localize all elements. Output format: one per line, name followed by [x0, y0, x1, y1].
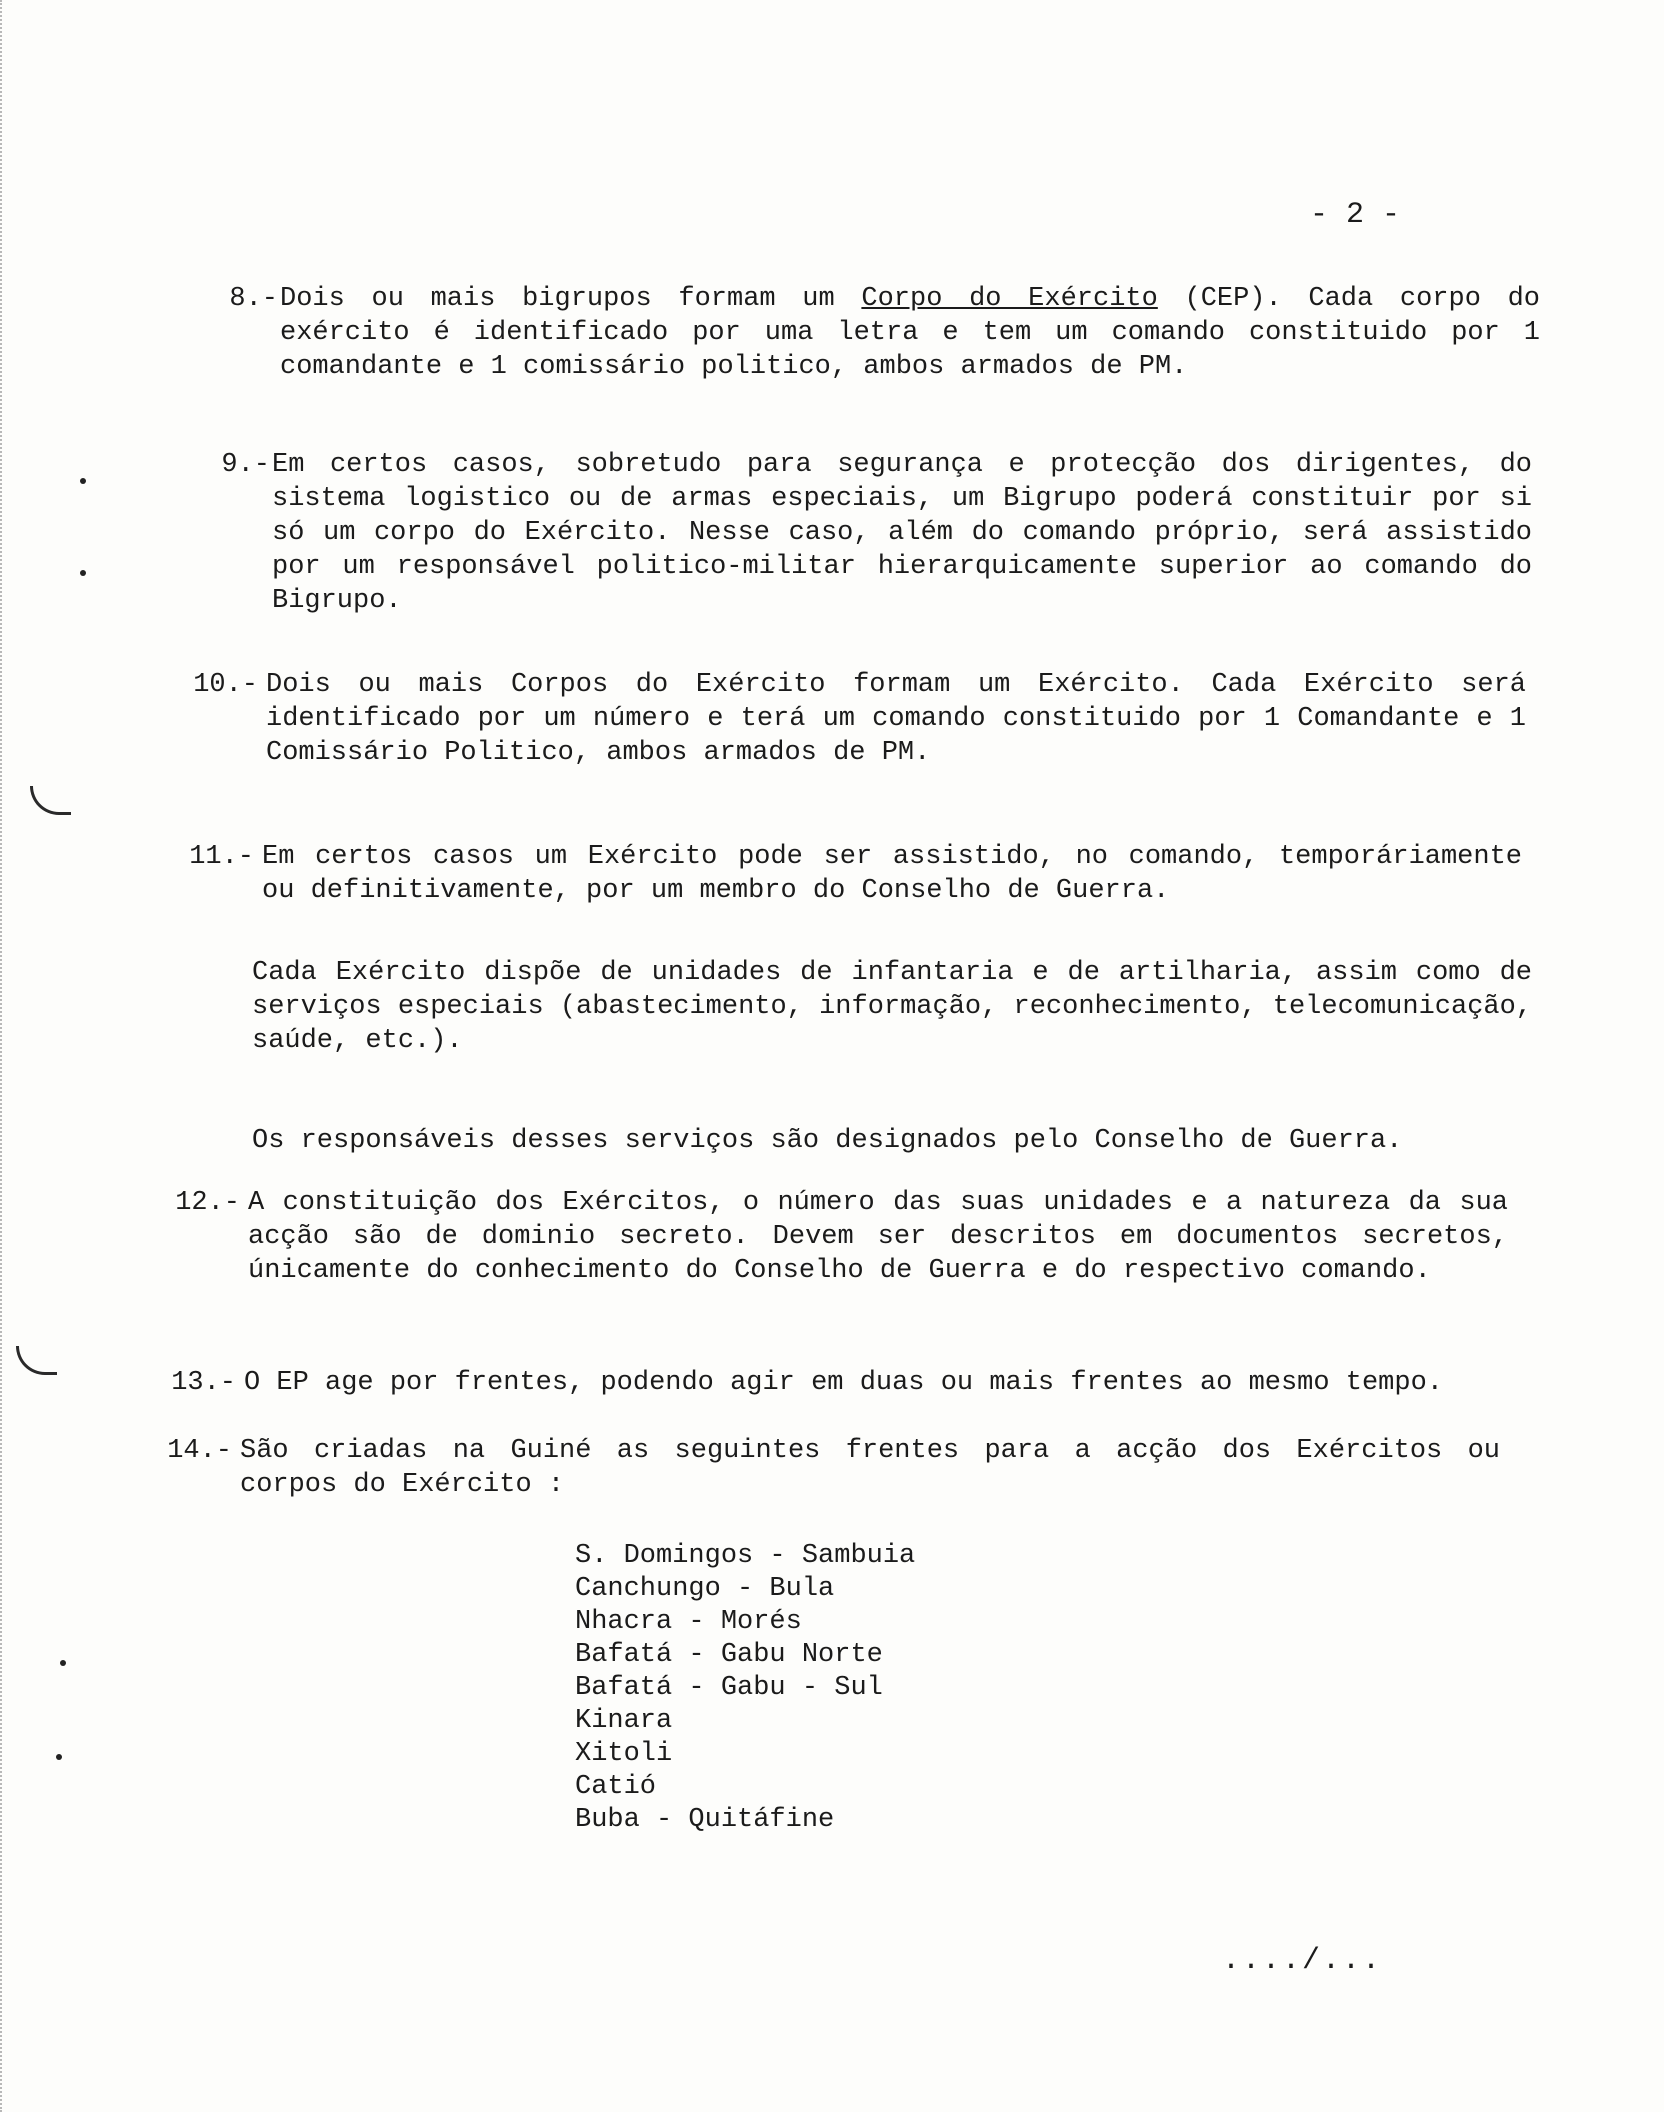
item-number: 12.-: [175, 1188, 240, 1218]
front-item: Canchungo - Bula: [575, 1574, 835, 1604]
item-number: 14.-: [167, 1436, 232, 1466]
item-text: Em certos casos, sobretudo para segurança e protecção dos dirigentes, do sistema logistico ou de armas especiais, um Bigrupo poderá constituir por si só um corpo do Exército. Nesse caso, além do comando próprio, será assistido por um responsável politico-militar hierarquicamente superior ao comando do Bigrupo.: [272, 450, 1532, 616]
item-number: 10.-: [193, 670, 258, 700]
fronts-list: [575, 1540, 915, 1837]
front-item: Xitoli: [575, 1739, 673, 1769]
continuation-marker: ..../...: [1222, 1944, 1383, 1978]
speck: [80, 478, 86, 484]
item-text: Em certos casos um Exército pode ser assistido, no comando, temporáriamente ou definitivamente, por um membro do Conselho de Guerra.: [262, 842, 1522, 906]
paragraph-responsibles: Os responsáveis desses serviços são designados pelo Conselho de Guerra.: [252, 1126, 1403, 1156]
speck: [60, 1660, 66, 1666]
item-number: 11.-: [189, 842, 254, 872]
item-text: Dois ou mais Corpos do Exército formam um Exército. Cada Exército será identificado por um número e terá um comando constituido por 1 Comandante e 1 Comissário Politico, ambos armados de PM.: [266, 670, 1526, 768]
item-number: 13.-: [171, 1368, 236, 1398]
underlined-term: Corpo do Exército: [861, 284, 1158, 314]
front-item: Nhacra - Morés: [575, 1607, 802, 1637]
paragraph-services: Cada Exército dispõe de unidades de infantaria e de artilharia, assim como de serviços especiais (abastecimento, informação, reconhecimento, telecomunicação, saúde, etc.).: [252, 958, 1533, 1056]
front-item: Buba - Quitáfine: [575, 1805, 835, 1835]
page-number: - 2 -: [1310, 198, 1401, 232]
front-item: S. Domingos - Sambuia: [575, 1541, 916, 1571]
front-item: Bafatá - Gabu Norte: [575, 1640, 883, 1670]
front-item: Catió: [575, 1772, 657, 1802]
front-item: Bafatá - Gabu - Sul: [575, 1673, 883, 1703]
front-item: Kinara: [575, 1706, 673, 1736]
speck: [56, 1754, 62, 1760]
item-number: 8.-: [229, 284, 278, 314]
item-number: 9.-: [221, 450, 270, 480]
punch-hole-mark: [30, 786, 71, 815]
speck: [80, 570, 86, 576]
punch-hole-mark: [16, 1346, 57, 1375]
scan-edge: [0, 0, 5, 2112]
item-text: [280, 282, 1540, 384]
text-run: (CEP). Cada corpo do exército é identificado por uma letra e tem um comando constituido por 1 comandante e 1 comissário politico, ambos armados de PM.: [280, 284, 1541, 382]
item-text: São criadas na Guiné as seguintes frentes para a acção dos Exércitos ou corpos do Exército :: [240, 1436, 1500, 1500]
text-run: Dois ou mais bigrupos formam um: [280, 284, 862, 314]
item-text: A constituição dos Exércitos, o número das suas unidades e a natureza da sua acção são de dominio secreto. Devem ser descritos em documentos secretos, únicamente do conhecimento do Conselho de Guerra e do respectivo comando.: [248, 1188, 1508, 1286]
item-text: O EP age por frentes, podendo agir em duas ou mais frentes ao mesmo tempo.: [244, 1368, 1443, 1398]
